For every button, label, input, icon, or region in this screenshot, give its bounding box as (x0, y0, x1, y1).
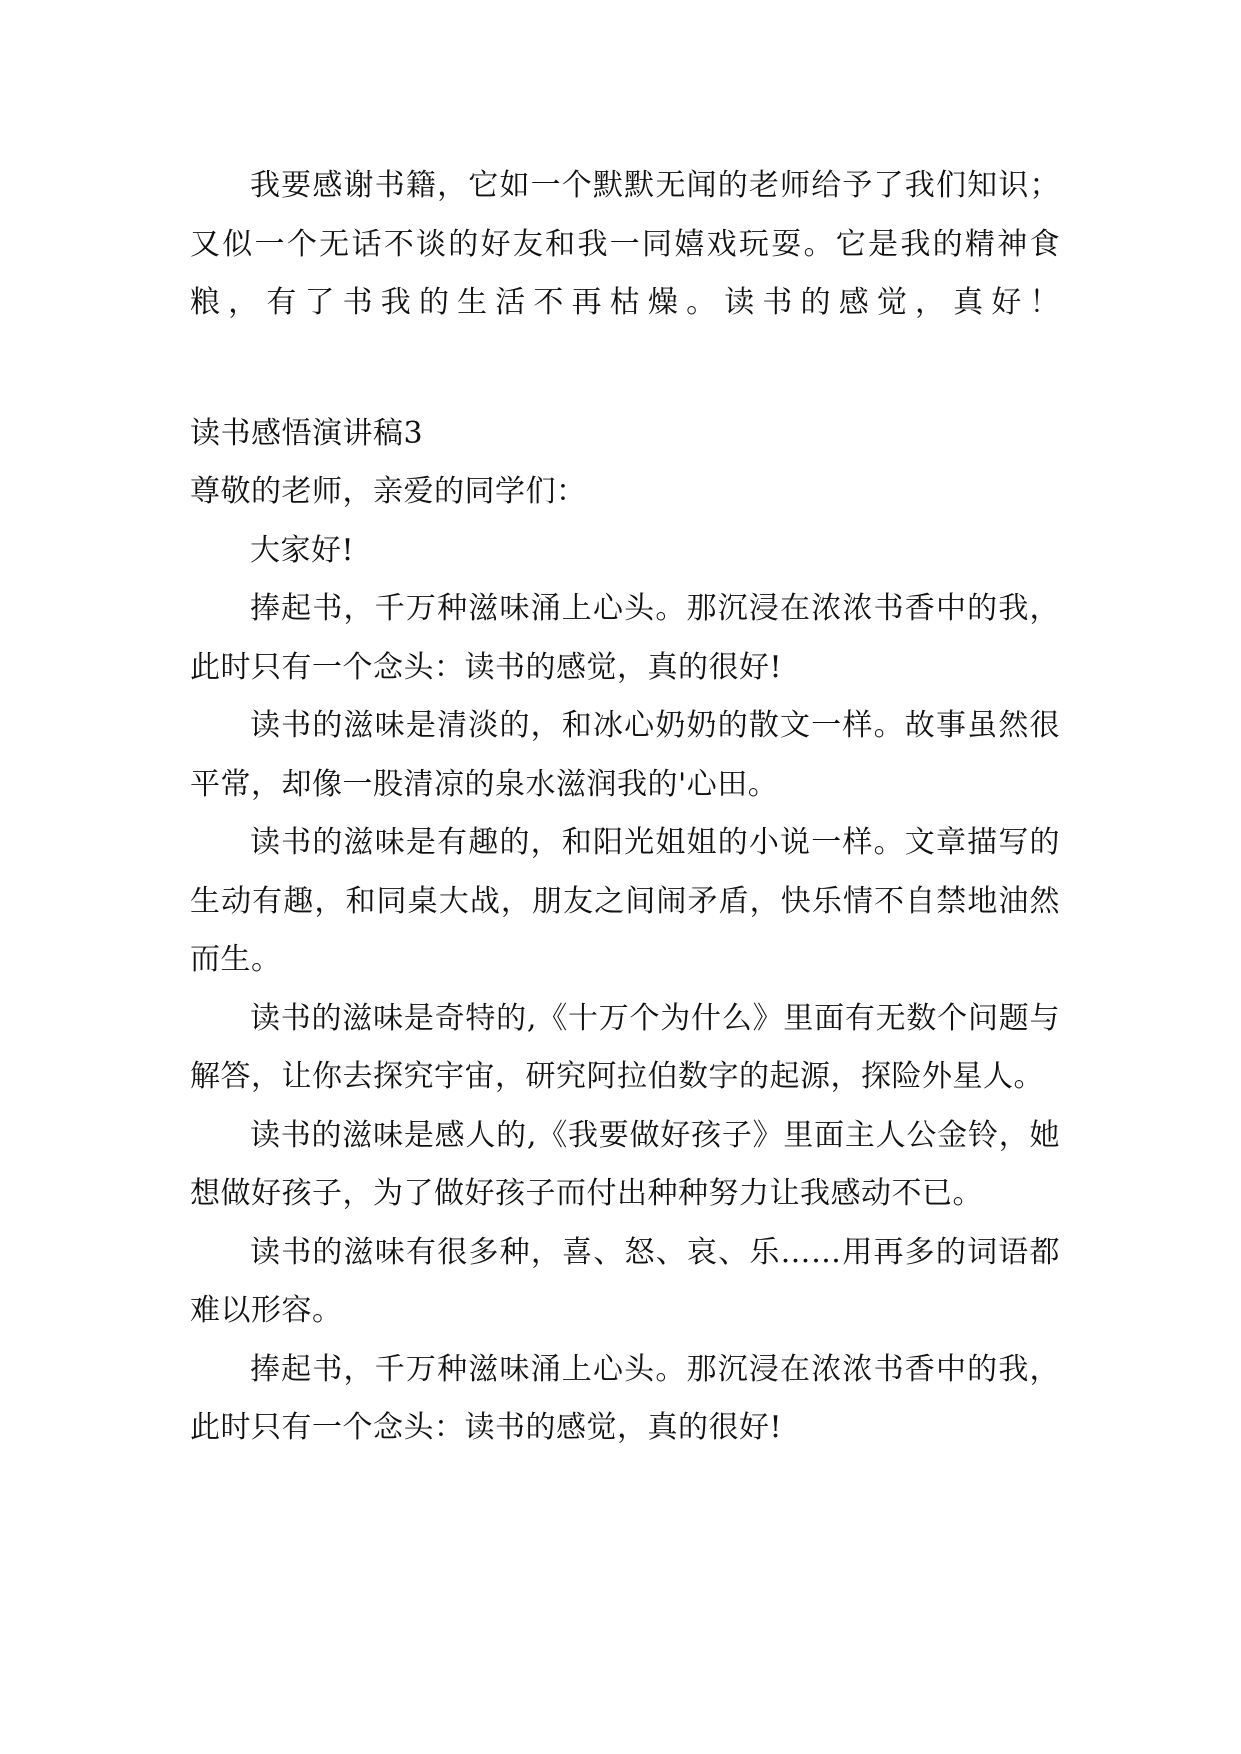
body-paragraph: 捧起书，千万种滋味涌上心头。那沉浸在浓浓书香中的我，此时只有一个念头：读书的感觉，真的很好! (190, 591, 1060, 685)
section-gap (190, 333, 1060, 405)
body-paragraph: 捧起书，千万种滋味涌上心头。那沉浸在浓浓书香中的我，此时只有一个念头：读书的感觉，真的很好! (190, 1351, 1060, 1445)
salutation: 尊敬的老师，亲爱的同学们： (190, 474, 587, 509)
section-title: 读书感悟演讲稿3 (190, 415, 424, 451)
body-paragraph: 读书的滋味是感人的,《我要做好孩子》里面主人公金铃，她想做好孩子，为了做好孩子而付出种种努力让我感动不已。 (190, 1117, 1060, 1211)
intro-paragraph: 我要感谢书籍，它如一个默默无闻的老师给予了我们知识；又似一个无话不谈的好友和我一同嬉戏玩耍。它是我的精神食粮，有了书我的生活不再枯燥。读书的感觉，真好！ (190, 168, 1060, 320)
body-paragraph: 读书的滋味是清淡的，和冰心奶奶的散文一样。故事虽然很平常，却像一股清凉的泉水滋润我的'心田。 (190, 708, 1060, 802)
body-paragraph: 读书的滋味是奇特的,《十万个为什么》里面有无数个问题与解答，让你去探究宇宙，研究阿拉伯数字的起源，探险外星人。 (190, 1000, 1060, 1094)
body-paragraph: 读书的滋味是有趣的，和阳光姐姐的小说一样。文章描写的生动有趣，和同桌大战，朋友之间闹矛盾，快乐情不自禁地油然而生。 (190, 825, 1060, 977)
greeting: 大家好! (250, 532, 355, 568)
body-paragraph: 读书的滋味有很多种，喜、怒、哀、乐……用再多的词语都难以形容。 (190, 1234, 1060, 1328)
document-body (190, 157, 1060, 1458)
